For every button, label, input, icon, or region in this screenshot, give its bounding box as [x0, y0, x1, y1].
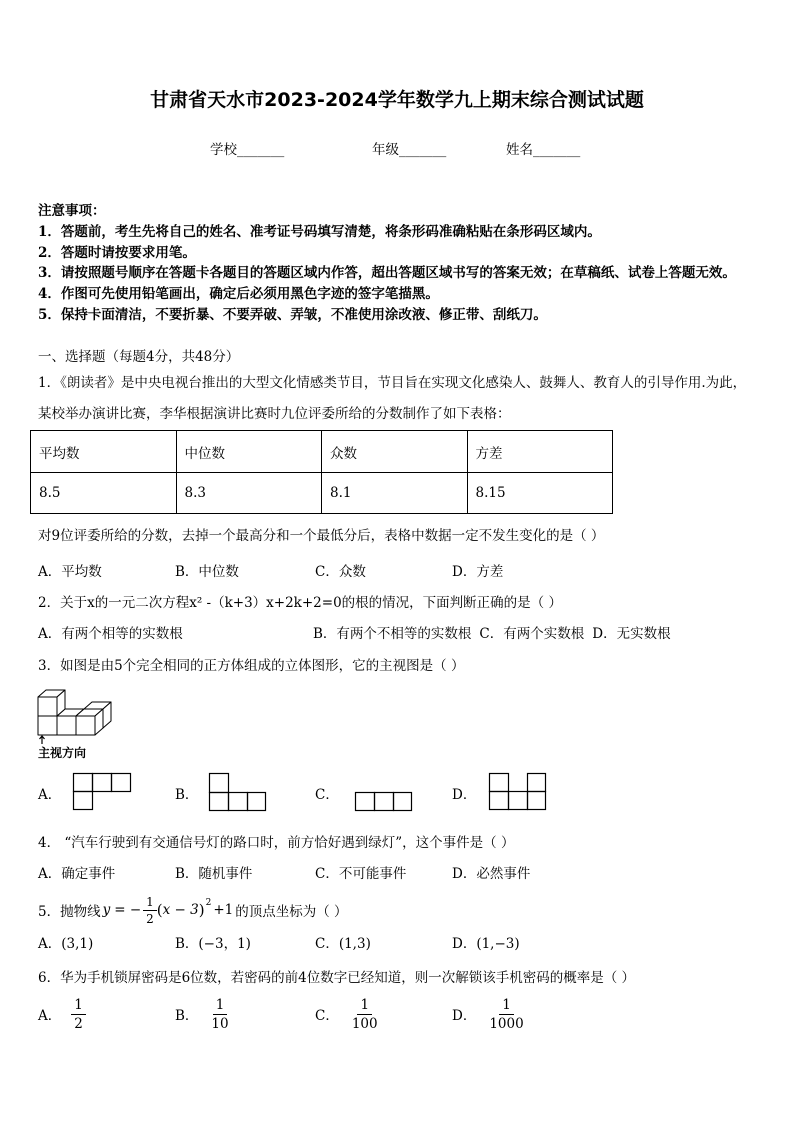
q3-stem: 3．如图是由5个完全相同的正方体组成的立体图形，它的主视图是（ ） — [38, 658, 465, 674]
q1-stem-line1: 1．《朗读者》是中央电视台推出的大型文化情感类节目，节目旨在实现文化感染人、鼓舞人、教育人的引导作用.为此， — [38, 375, 747, 391]
q5-option-a: A．(3,1) — [38, 936, 94, 952]
table-row — [31, 473, 613, 514]
q2-option-a: A．有两个相等的实数根 — [38, 626, 183, 642]
score-table — [30, 430, 613, 514]
option-fraction — [349, 997, 381, 1032]
view-square — [210, 774, 229, 793]
q2-option-c: C．有两个实数根 — [479, 626, 585, 642]
name-field: 姓名_______ — [506, 142, 581, 158]
q3-option-c-label: C． — [315, 787, 339, 803]
q3-option-a-figure — [73, 773, 131, 811]
option-fraction — [486, 997, 526, 1032]
option-label: B． — [175, 1008, 199, 1024]
view-square — [248, 793, 266, 811]
fraction-numerator: 1 — [357, 997, 372, 1015]
q5-prefix: 5．抛物线 — [38, 904, 101, 920]
view-square — [229, 793, 248, 811]
section-heading: 一、选择题（每题4分，共48分） — [38, 349, 240, 365]
q1-question: 对9位评委所给的分数，去掉一个最高分和一个最低分后，表格中数据一定不发生变化的是（ ） — [38, 528, 605, 544]
q3-option-d-label: D． — [452, 787, 477, 803]
q2-option-d: D．无实数根 — [592, 626, 671, 642]
grade-field: 年级_______ — [372, 142, 447, 158]
notice-item: 1．答题前，考生先将自己的姓名、准考证号码填写清楚，将条形码准确粘贴在条形码区域内。 — [38, 224, 601, 240]
q5-option-b: B．(−3，1) — [175, 936, 251, 952]
fraction-denominator: 10 — [211, 1015, 229, 1032]
q4-option-c: C．不可能事件 — [315, 866, 407, 882]
q5-operator: = − — [114, 902, 142, 918]
q1-option-b: B．中位数 — [175, 564, 239, 580]
view-square — [210, 793, 229, 811]
fraction-denominator: 100 — [351, 1015, 378, 1032]
q4-option-b: B．随机事件 — [175, 866, 253, 882]
view-square — [509, 792, 528, 810]
table-header-cell: 方差 — [467, 431, 613, 473]
q3-option-a-label: A． — [38, 787, 62, 803]
q2-options-bcd — [313, 625, 671, 643]
fraction-denominator: 2 — [74, 1015, 83, 1032]
q2-stem: 2．关于x的一元二次方程x² -（k+3）x+2k+2=0的根的情况，下面判断正确的是（ ） — [38, 595, 562, 611]
q3-option-b-label: B． — [175, 787, 199, 803]
view-square — [112, 774, 131, 792]
q5-suffix: 的顶点坐标为（ ） — [235, 904, 348, 920]
table-cell: 8.5 — [31, 473, 177, 514]
q5-tail: +1 — [213, 902, 234, 918]
notice-item: 4．作图可先使用铅笔画出，确定后必须用黑色字迹的签字笔描黑。 — [38, 286, 439, 302]
q6-option-a — [38, 995, 86, 1033]
fraction-denominator: 1000 — [489, 1015, 524, 1032]
notice-item: 3．请按照题号顺序在答题卡各题目的答题区域内作答，超出答题区域书写的答案无效；在草稿纸、试卷上答题无效。 — [38, 265, 736, 281]
view-square — [528, 774, 546, 792]
q5-variable: y — [102, 902, 111, 918]
fraction-numerator: 1 — [71, 997, 86, 1015]
option-label: D． — [452, 1008, 477, 1024]
view-square — [528, 792, 546, 810]
q2-option-b: B．有两个不相等的实数根 — [313, 626, 472, 642]
cube-front-face — [76, 716, 95, 735]
option-label: A． — [38, 1008, 62, 1024]
notice-item: 5．保持卡面清洁，不要折暴、不要弄破、弄皱，不准使用涂改液、修正带、刮纸刀。 — [38, 307, 547, 323]
view-square — [375, 793, 394, 811]
q1-option-c: C．众数 — [315, 564, 366, 580]
option-fraction — [208, 997, 231, 1032]
table-header-cell: 平均数 — [31, 431, 177, 473]
q1-stem-line2: 某校举办演讲比赛，李华根据演讲比赛时九位评委所给的分数制作了如下表格： — [38, 406, 511, 422]
fraction-numerator: 1 — [143, 895, 157, 911]
page-title: 甘肃省天水市2023-2024学年数学九上期末综合测试试题 — [150, 89, 644, 111]
cube-front-face — [57, 716, 76, 735]
cube-front-face — [38, 716, 57, 735]
view-square — [490, 774, 509, 792]
view-square — [74, 792, 93, 810]
table-header-cell: 众数 — [322, 431, 468, 473]
table-cell: 8.1 — [322, 473, 468, 514]
q6-option-b — [175, 995, 232, 1033]
fraction-numerator: 1 — [499, 997, 514, 1015]
view-square — [394, 793, 412, 811]
fraction-numerator: 1 — [213, 997, 228, 1015]
view-square — [490, 792, 509, 810]
view-square — [356, 793, 375, 811]
option-fraction — [71, 997, 86, 1032]
q5-expression: x − 3 — [162, 902, 199, 918]
view-direction-label: 主视方向 — [38, 746, 87, 760]
cube-solid-figure — [36, 684, 116, 738]
q5-fraction — [143, 895, 157, 926]
q3-option-d-figure — [489, 773, 547, 811]
table-header-cell: 中位数 — [176, 431, 322, 473]
school-field: 学校_______ — [210, 142, 285, 158]
q3-option-c-figure — [355, 792, 413, 812]
fraction-denominator: 2 — [146, 911, 154, 926]
q6-stem: 6．华为手机锁屏密码是6位数，若密码的前4位数字已经知道，则一次解锁该手机密码的概率是（ ） — [38, 970, 636, 986]
cube-front-face — [38, 697, 57, 716]
q6-option-d — [452, 995, 527, 1033]
q5-option-d: D．(1,−3) — [452, 936, 520, 952]
notice-heading: 注意事项： — [38, 203, 106, 219]
notice-item: 2．答题时请按要求用笔。 — [38, 245, 196, 261]
q5-paren-close: ) — [198, 901, 205, 919]
table-header-row — [31, 431, 613, 473]
option-label: C． — [315, 1008, 339, 1024]
view-square — [74, 774, 93, 792]
q4-option-d: D．必然事件 — [452, 866, 531, 882]
q5-stem — [38, 892, 348, 928]
q4-option-a: A．确定事件 — [38, 866, 116, 882]
table-cell: 8.3 — [176, 473, 322, 514]
q3-option-b-figure — [209, 773, 267, 812]
view-square — [93, 774, 112, 792]
q5-exponent: 2 — [205, 898, 212, 908]
q5-paren-open: ( — [156, 901, 163, 919]
q1-option-d: D．方差 — [452, 564, 504, 580]
q4-stem: 4． “汽车行驶到有交通信号灯的路口时，前方恰好遇到绿灯”，这个事件是（ ） — [38, 835, 515, 851]
q5-option-c: C．(1,3) — [315, 936, 371, 952]
table-cell: 8.15 — [467, 473, 613, 514]
q1-option-a: A．平均数 — [38, 564, 102, 580]
q6-option-c — [315, 995, 381, 1033]
